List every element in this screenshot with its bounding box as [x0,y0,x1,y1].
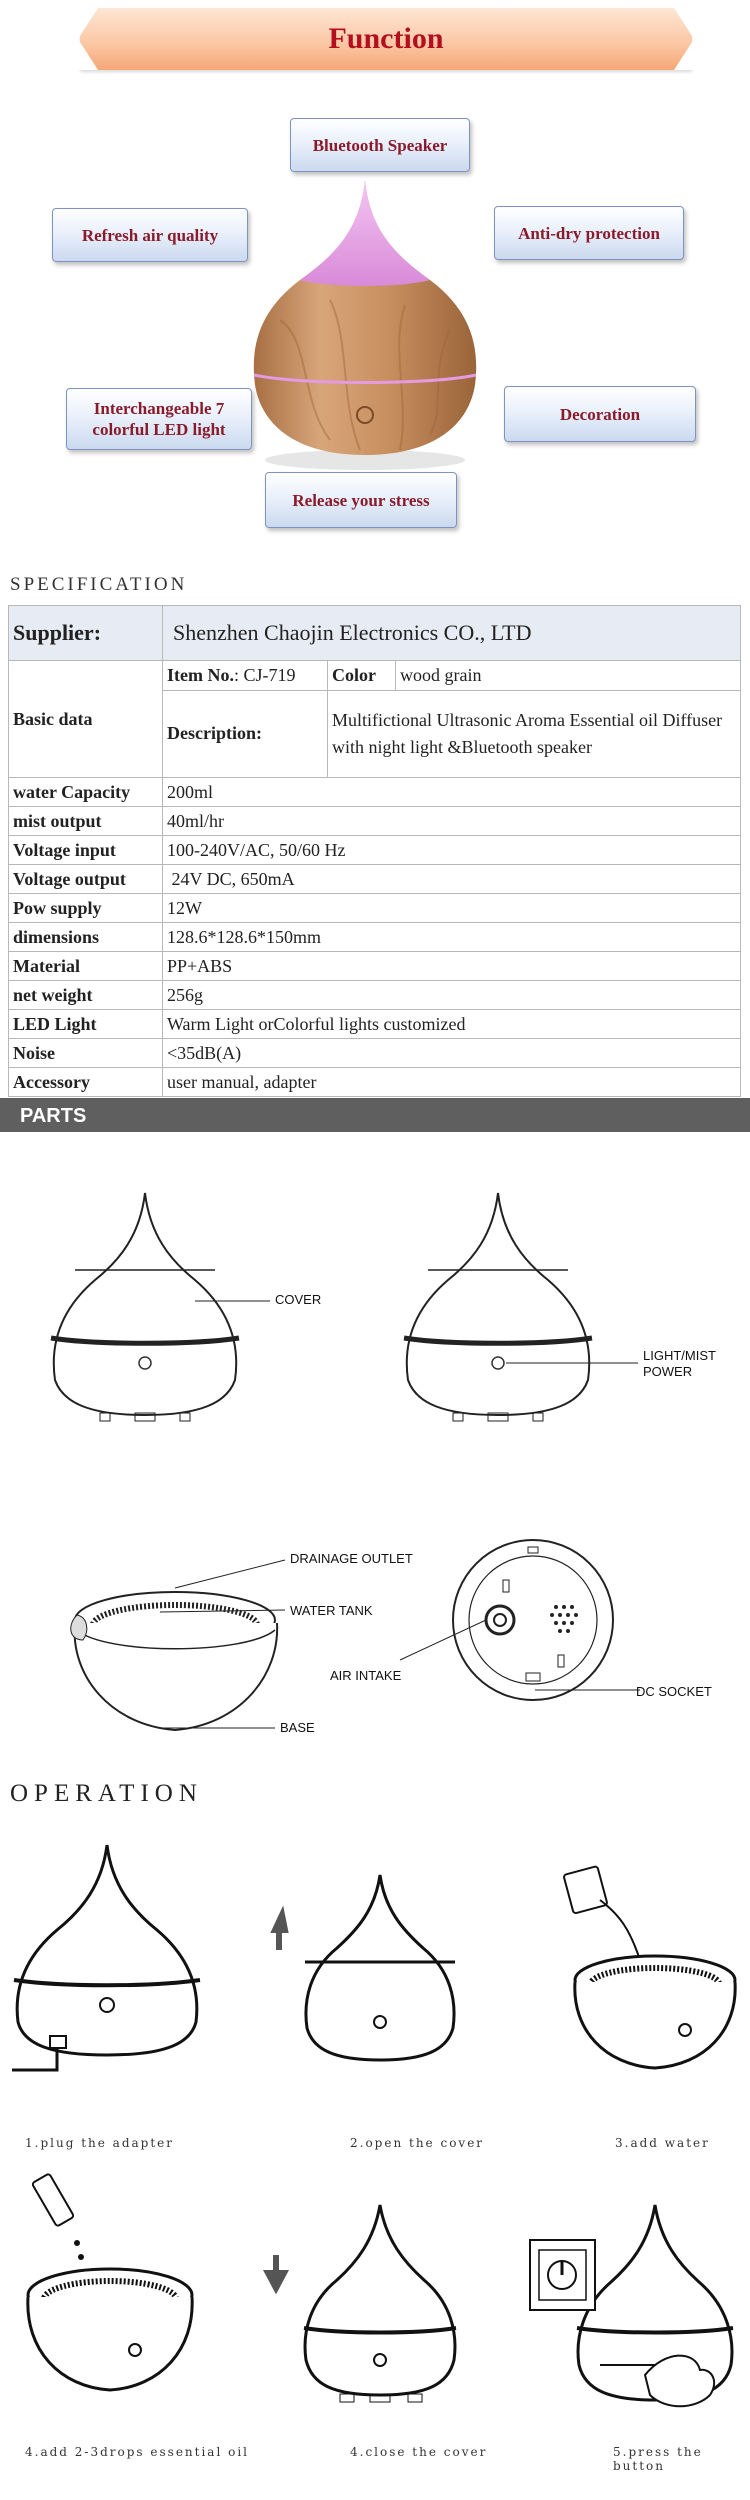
color-value: wood grain [396,661,741,691]
base-bowl [575,1982,735,2068]
feature-label: Release your stress [292,490,430,510]
spec-label: Noise [9,1039,163,1068]
spec-label: LED Light [9,1010,163,1039]
step-caption: 3.add water [615,2136,710,2150]
spec-value: 256g [163,981,741,1010]
function-title: Function [328,22,444,55]
oil-drop-icon [78,2254,84,2260]
base-bowl [28,2297,192,2390]
spec-value: 200ml [163,778,741,807]
label-cover: COVER [275,1292,322,1307]
spec-value: <35dB(A) [163,1039,741,1068]
step-caption: 1.plug the adapter [25,2136,174,2150]
spec-value: 24V DC, 650mA [163,865,741,894]
spec-label: Voltage output [9,865,163,894]
spec-value: Warm Light orColorful lights customized [163,1010,741,1039]
label-dc-socket: DC SOCKET [636,1684,712,1699]
item-no-value: : CJ-719 [233,664,296,685]
leader-line [400,1620,486,1660]
spec-value: PP+ABS [163,952,741,981]
description-label: Description: [163,690,328,778]
spec-label: dimensions [9,923,163,952]
diffuser-outline [306,1875,454,2060]
spec-value: 128.6*128.6*150mm [163,923,741,952]
water-stream-icon [600,1900,640,1960]
step-add-water-illustration [560,1860,745,2090]
oil-bottle-icon [32,2173,74,2226]
label-base: BASE [280,1720,315,1735]
spec-label: net weight [9,981,163,1010]
feature-label: Refresh air quality [81,225,219,245]
label-line: LIGHT/MIST [643,1348,716,1363]
feature-label: Anti-dry protection [518,223,660,243]
foot-icon [340,2394,354,2402]
step-close-cover-illustration [262,2200,462,2415]
feature-label: Decoration [559,404,641,424]
spec-value: user manual, adapter [163,1068,741,1097]
spec-label: mist output [9,807,163,836]
oil-drop-icon [74,2240,80,2246]
spec-label: Accessory [9,1068,163,1097]
adapter-cable-icon [12,2048,57,2070]
spec-heading: SPECIFICATION [10,574,188,595]
label-water-tank: WATER TANK [290,1603,373,1618]
basic-data-label: Basic data [9,661,163,778]
step-plug-adapter-illustration [12,1840,197,2080]
spec-value: 40ml/hr [163,807,741,836]
arrow-down-icon [268,2255,284,2288]
water-cup-icon [563,1866,607,1914]
spec-label: Voltage input [9,836,163,865]
step-caption: 2.open the cover [350,2136,485,2150]
spec-label: Material [9,952,163,981]
step-caption: 4.close the cover [350,2445,488,2459]
spec-value: 12W [163,894,741,923]
step-open-cover-illustration [265,1870,460,2080]
step-press-button-illustration [525,2200,745,2430]
spec-label: water Capacity [9,778,163,807]
spec-label: Pow supply [9,894,163,923]
feature-label: Bluetooth Speaker [312,135,448,155]
step-caption: 4.add 2-3drops essential oil [25,2445,250,2459]
step-add-oil-illustration [15,2175,195,2415]
feature-label: Interchangeable 7 colorful LED light [92,399,226,439]
diffuser-outline [17,1845,197,2055]
supplier-value: Shenzhen Chaojin Electronics CO., LTD [163,606,741,661]
label-air-intake: AIR INTAKE [330,1668,402,1683]
operation-heading: OPERATION [10,1780,203,1807]
foot-icon [408,2394,422,2402]
spec-value: 100-240V/AC, 50/60 Hz [163,836,741,865]
item-no-label: Item No. [167,664,234,685]
label-drainage-outlet: DRAINAGE OUTLET [290,1551,413,1566]
step-caption: 5.press the button [613,2445,703,2473]
arrow-up-icon [275,1915,285,1950]
label-line: POWER [643,1364,693,1379]
supplier-label: Supplier: [9,606,163,661]
adapter-plug-icon [50,2036,66,2048]
parts-heading: PARTS [20,1105,87,1127]
description-value: Multifictional Ultrasonic Aroma Essential oil Diffuser with night light &Bluetooth speaker [328,690,741,778]
color-label: Color [328,661,396,691]
